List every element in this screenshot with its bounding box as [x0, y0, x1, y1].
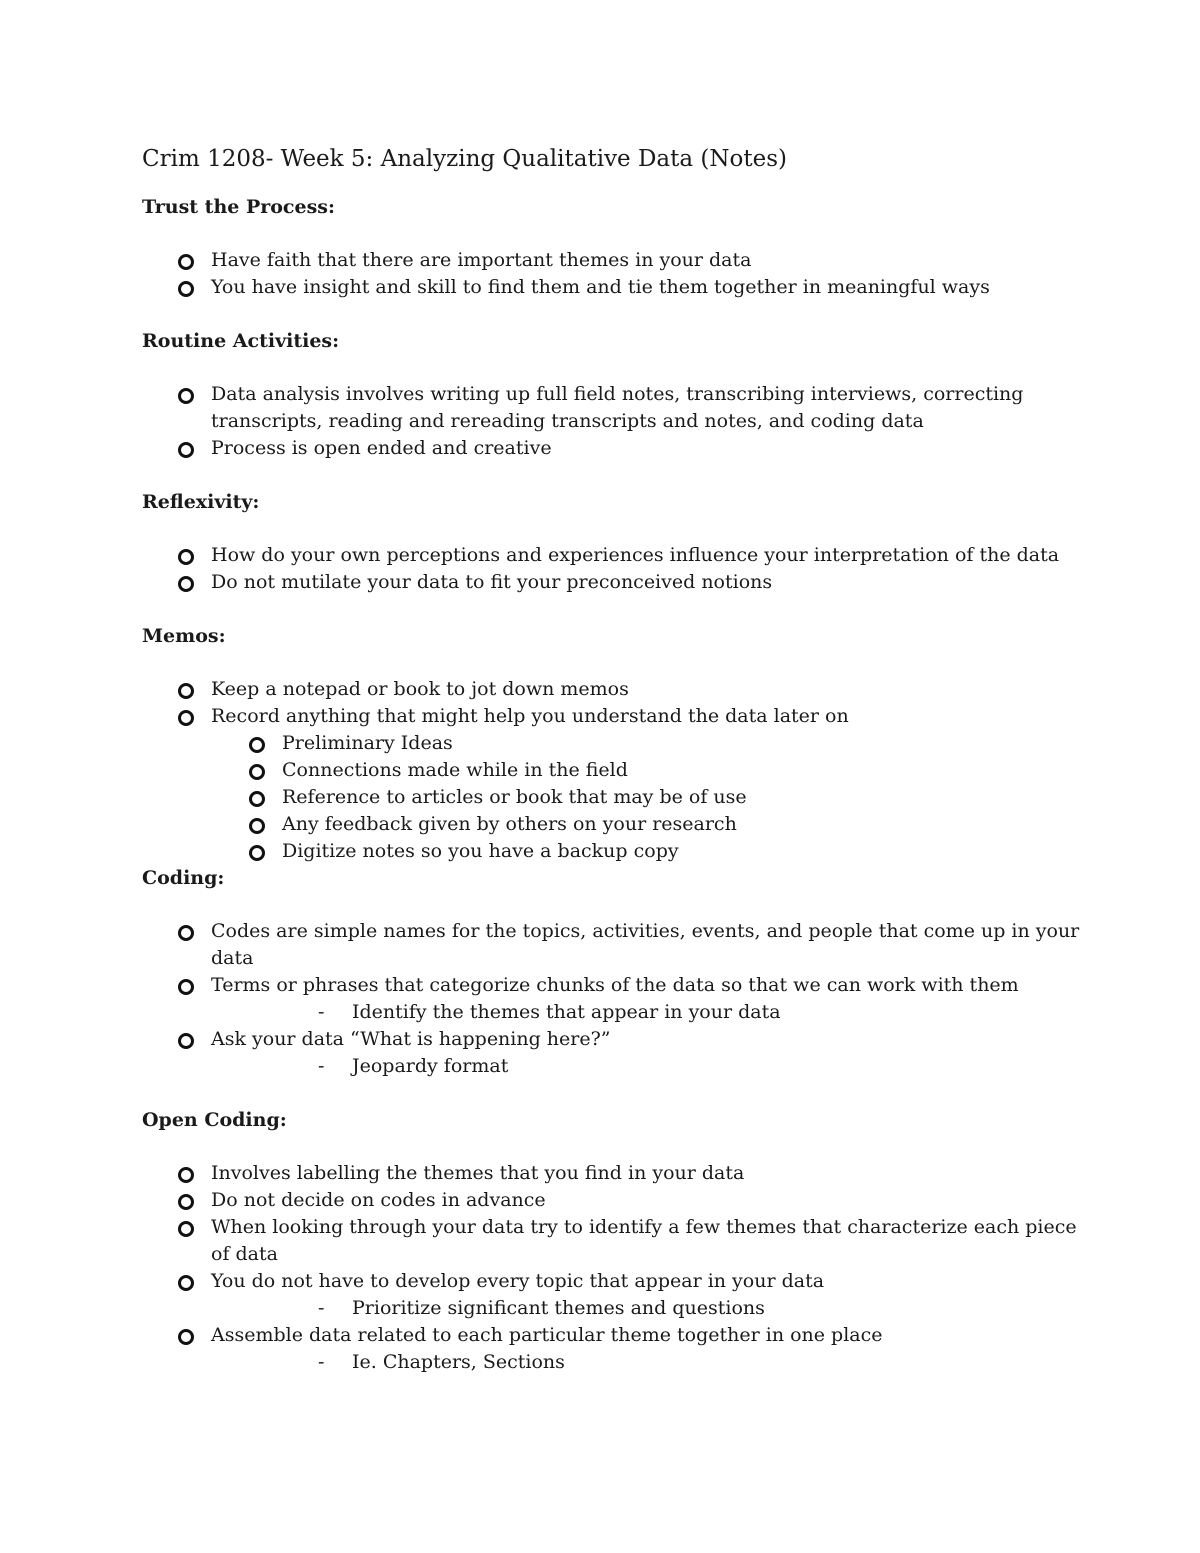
section-heading: Memos:	[142, 625, 226, 647]
section-open-coding	[142, 1107, 1082, 1376]
list-item	[142, 703, 1082, 865]
list-item	[142, 972, 1082, 1026]
hollow-circle-icon	[249, 791, 265, 807]
section-heading: Coding:	[142, 867, 225, 889]
hollow-circle-icon	[178, 1194, 194, 1210]
dash-marker: -	[318, 1297, 325, 1319]
hollow-circle-icon	[178, 1329, 194, 1345]
hollow-circle-icon	[178, 388, 194, 404]
list-item-text: Codes are simple names for the topics, activities, events, and people that come up in your data	[211, 920, 1080, 969]
hollow-circle-icon	[249, 818, 265, 834]
sub-list-item-text: Connections made while in the field	[282, 759, 628, 781]
hollow-circle-icon	[178, 1167, 194, 1183]
dash-list-item-text: Jeopardy format	[352, 1055, 509, 1077]
list-item	[142, 274, 1082, 301]
list-item-text: Keep a notepad or book to jot down memos	[211, 678, 629, 700]
list-item-text: Involves labelling the themes that you find in your data	[211, 1162, 745, 1184]
hollow-circle-icon	[178, 549, 194, 565]
dash-list-item-text: Identify the themes that appear in your data	[352, 1001, 781, 1023]
section-routine-activities	[142, 328, 1082, 462]
list-item-text: When looking through your data try to identify a few themes that characterize each piece of data	[211, 1216, 1077, 1265]
hollow-circle-icon	[178, 979, 194, 995]
hollow-circle-icon	[249, 845, 265, 861]
bullet-list	[142, 676, 1082, 865]
bullet-list	[142, 542, 1082, 596]
dash-marker: -	[318, 1055, 325, 1077]
list-item	[142, 1160, 1082, 1187]
list-item	[142, 1322, 1082, 1376]
section-heading: Reflexivity:	[142, 491, 260, 513]
list-item	[142, 247, 1082, 274]
hollow-circle-icon	[249, 737, 265, 753]
hollow-circle-icon	[178, 576, 194, 592]
list-item-text: You have insight and skill to find them and tie them together in meaningful ways	[211, 276, 990, 298]
hollow-circle-icon	[178, 925, 194, 941]
hollow-circle-icon	[178, 1275, 194, 1291]
bullet-list	[142, 247, 1082, 301]
dash-list-item	[142, 999, 1082, 1026]
list-item-text: Process is open ended and creative	[211, 437, 552, 459]
hollow-circle-icon	[249, 764, 265, 780]
dash-list-item-text: Ie. Chapters, Sections	[352, 1351, 565, 1373]
section-reflexivity	[142, 489, 1082, 596]
list-item-text: Do not mutilate your data to fit your preconceived notions	[211, 571, 773, 593]
hollow-circle-icon	[178, 254, 194, 270]
list-item	[142, 1026, 1082, 1080]
list-item	[142, 569, 1082, 596]
dash-list-item	[142, 1295, 1082, 1322]
list-item	[142, 435, 1082, 462]
list-item	[142, 381, 1082, 435]
document-page	[142, 140, 1082, 1376]
list-item	[142, 1187, 1082, 1214]
hollow-circle-icon	[178, 1221, 194, 1237]
sub-list-item-text: Digitize notes so you have a backup copy	[282, 840, 679, 862]
hollow-circle-icon	[178, 710, 194, 726]
list-item-text: Have faith that there are important themes in your data	[211, 249, 752, 271]
section-heading: Trust the Process:	[142, 196, 335, 218]
hollow-circle-icon	[178, 281, 194, 297]
dash-list-item-text: Prioritize significant themes and questions	[352, 1297, 765, 1319]
section-heading: Routine Activities:	[142, 330, 340, 352]
hollow-circle-icon	[178, 442, 194, 458]
sub-list-item	[142, 838, 1082, 865]
section-heading: Open Coding:	[142, 1109, 287, 1131]
sub-list-item-text: Reference to articles or book that may be of use	[282, 786, 747, 808]
list-item	[142, 1214, 1082, 1268]
list-item	[142, 676, 1082, 703]
section-memos	[142, 623, 1082, 865]
bullet-list	[142, 918, 1082, 1080]
hollow-circle-icon	[178, 1033, 194, 1049]
list-item-text: Terms or phrases that categorize chunks of the data so that we can work with them	[211, 974, 1019, 996]
list-item-text: You do not have to develop every topic that appear in your data	[211, 1270, 825, 1292]
list-item-text: Record anything that might help you understand the data later on	[211, 705, 849, 727]
dash-marker: -	[318, 1351, 325, 1373]
list-item-text: Ask your data “What is happening here?”	[211, 1028, 611, 1050]
bullet-list	[142, 381, 1082, 462]
list-item	[142, 542, 1082, 569]
list-item-text: How do your own perceptions and experiences influence your interpretation of the data	[211, 544, 1060, 566]
hollow-circle-icon	[178, 683, 194, 699]
sub-list-item-text: Preliminary Ideas	[282, 732, 453, 754]
section-trust-the-process	[142, 194, 1082, 301]
list-item	[142, 918, 1082, 972]
sub-list-item	[142, 811, 1082, 838]
list-item-text: Data analysis involves writing up full field notes, transcribing interviews, correcting transcripts, reading and rereading transcripts and notes, and coding data	[211, 383, 1024, 432]
list-item-text: Assemble data related to each particular theme together in one place	[211, 1324, 883, 1346]
list-item-text: Do not decide on codes in advance	[211, 1189, 546, 1211]
sub-list-item	[142, 784, 1082, 811]
section-coding	[142, 865, 1082, 1080]
sub-list-item	[142, 730, 1082, 757]
document-title: Crim 1208- Week 5: Analyzing Qualitative Data (Notes)	[142, 146, 787, 172]
list-item	[142, 1268, 1082, 1322]
sub-bullet-list	[211, 730, 1082, 865]
sub-list-item-text: Any feedback given by others on your research	[282, 813, 737, 835]
dash-list-item	[142, 1349, 1082, 1376]
sub-list-item	[142, 757, 1082, 784]
bullet-list	[142, 1160, 1082, 1376]
dash-marker: -	[318, 1001, 325, 1023]
dash-list-item	[142, 1053, 1082, 1080]
